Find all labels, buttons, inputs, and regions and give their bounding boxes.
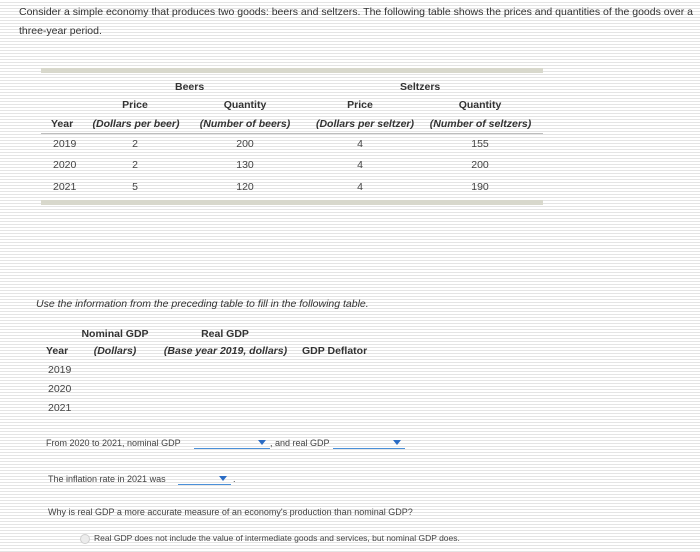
table-row — [41, 138, 543, 154]
chevron-down-icon — [219, 476, 227, 481]
gdp-deflator-2020-input[interactable] — [308, 381, 368, 395]
q3-answer-label: Real GDP does not include the value of intermediate goods and services, but nominal GDP does. — [94, 533, 460, 543]
seltzer-quantity-unit: (Number of seltzers) — [429, 118, 532, 130]
chevron-down-icon — [393, 440, 401, 445]
table-bottom-rule — [41, 200, 543, 205]
table-row — [41, 181, 543, 197]
gdp-deflator-2021-input[interactable] — [308, 400, 368, 414]
year-header-2: Year — [46, 345, 69, 357]
beer-quantity-header: Quantity — [223, 99, 267, 111]
inflation-rate-dropdown[interactable] — [178, 474, 231, 485]
seltzer-price-cell: 4 — [357, 138, 363, 150]
q3-question: Why is real GDP a more accurate measure of an economy's production than nominal GDP? — [48, 507, 413, 517]
seltzer-quantity-header: Quantity — [458, 99, 502, 111]
beer-price-cell: 5 — [132, 181, 138, 193]
nominal-gdp-unit: (Dollars) — [93, 345, 137, 357]
real-gdp-header: Real GDP — [201, 328, 249, 340]
year-header: Year — [51, 118, 74, 130]
year-2021-label: 2021 — [48, 402, 72, 414]
year-cell: 2020 — [53, 159, 77, 171]
seltzer-qty-cell: 200 — [471, 159, 489, 171]
seltzer-qty-cell: 155 — [471, 138, 489, 150]
nominal-gdp-header: Nominal GDP — [81, 328, 149, 340]
nominal-gdp-change-dropdown[interactable] — [194, 438, 270, 449]
gdp-deflator-2019-input[interactable] — [308, 362, 368, 376]
q1-prefix: From 2020 to 2021, nominal GDP — [46, 438, 181, 448]
beer-price-unit: (Dollars per beer) — [92, 118, 180, 130]
real-gdp-2019-input[interactable] — [195, 362, 255, 376]
real-gdp-change-dropdown[interactable] — [333, 438, 405, 449]
beer-qty-cell: 130 — [236, 159, 254, 171]
nominal-gdp-2021-input[interactable] — [85, 400, 145, 414]
q1-middle: , and real GDP — [270, 438, 330, 448]
beer-quantity-unit: (Number of beers) — [199, 118, 291, 130]
instruction-text: Use the information from the preceding table to fill in the following table. — [36, 298, 369, 310]
table-row — [41, 159, 543, 175]
beer-qty-cell: 200 — [236, 138, 254, 150]
beer-price-cell: 2 — [132, 159, 138, 171]
nominal-gdp-2019-input[interactable] — [85, 362, 145, 376]
beer-price-cell: 2 — [132, 138, 138, 150]
q2-prefix: The inflation rate in 2021 was — [48, 474, 166, 484]
chevron-down-icon — [258, 440, 266, 445]
header-underline — [41, 133, 543, 134]
q2-suffix: . — [233, 474, 236, 484]
year-cell: 2019 — [53, 138, 77, 150]
beer-qty-cell: 120 — [236, 181, 254, 193]
real-gdp-2021-input[interactable] — [195, 400, 255, 414]
real-gdp-unit: (Base year 2019, dollars) — [163, 345, 288, 357]
real-gdp-2020-input[interactable] — [195, 381, 255, 395]
beers-group-header: Beers — [175, 81, 205, 93]
seltzer-price-cell: 4 — [357, 181, 363, 193]
intro-text: Consider a simple economy that produces two goods: beers and seltzers. The following table shows the prices and quantities of the goods over a three-year period. — [19, 6, 693, 37]
gdp-deflator-header: GDP Deflator — [302, 345, 368, 357]
table-top-rule — [41, 68, 543, 73]
seltzers-group-header: Seltzers — [400, 81, 441, 93]
q3-answer-option[interactable] — [80, 533, 510, 547]
year-2020-label: 2020 — [48, 383, 72, 395]
seltzer-qty-cell: 190 — [471, 181, 489, 193]
beer-price-header: Price — [122, 99, 148, 111]
year-cell: 2021 — [53, 181, 77, 193]
seltzer-price-header: Price — [347, 99, 373, 111]
nominal-gdp-2020-input[interactable] — [85, 381, 145, 395]
seltzer-price-unit: (Dollars per seltzer) — [315, 118, 415, 130]
year-2019-label: 2019 — [48, 364, 72, 376]
seltzer-price-cell: 4 — [357, 159, 363, 171]
radio-button[interactable] — [80, 534, 90, 544]
